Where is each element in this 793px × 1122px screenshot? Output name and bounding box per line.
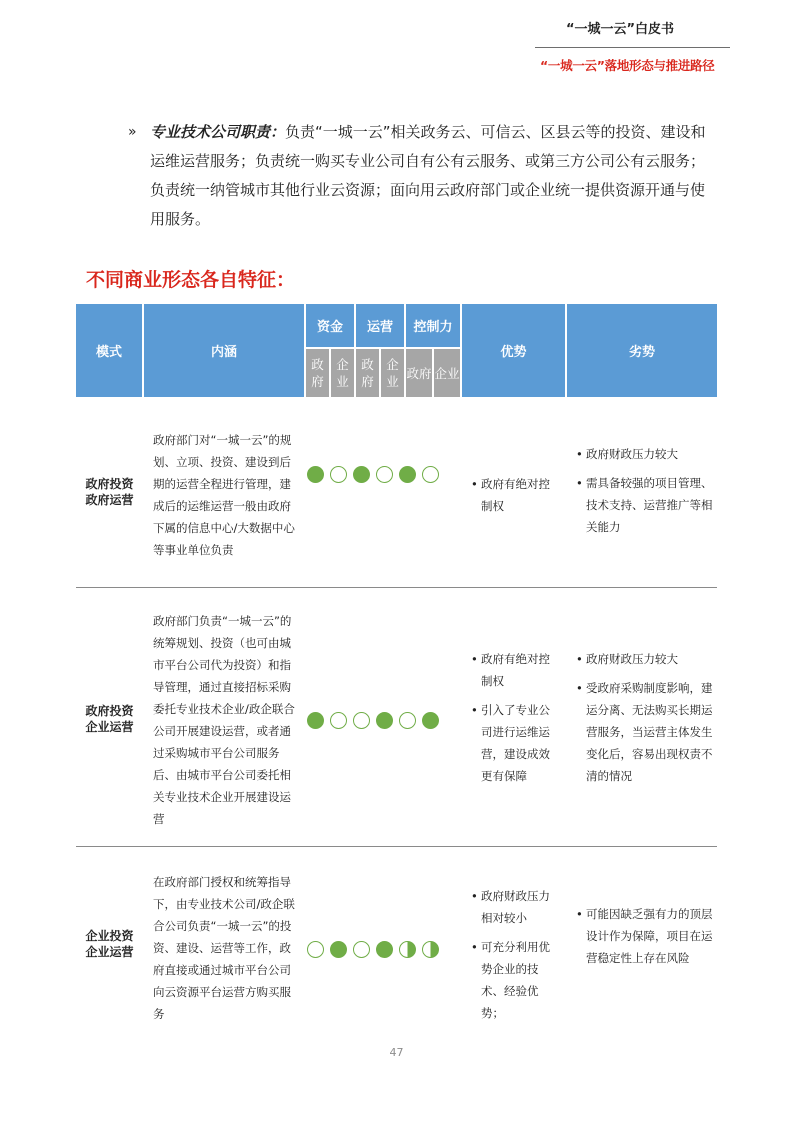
control-ent-dot bbox=[422, 466, 439, 483]
list-item: • 引入了专业公司进行运维运营，建设成效更有保障 bbox=[471, 699, 561, 787]
row-mode-line: 政府运营 bbox=[85, 493, 134, 507]
table-row bbox=[76, 397, 717, 587]
funds-gov-dot bbox=[307, 941, 324, 958]
header-control-gov: 政府 bbox=[406, 349, 432, 397]
list-item: • 政府财政压力相对较小 bbox=[471, 885, 561, 929]
list-item: • 需具备较强的项目管理、技术支持、运营推广等相关能力 bbox=[576, 472, 716, 538]
operation-gov-dot bbox=[353, 466, 370, 483]
header-operation-ent: 企业 bbox=[381, 349, 404, 397]
header-funds: 资金 bbox=[306, 304, 354, 347]
disadvantages-list bbox=[576, 903, 716, 976]
header-operation: 运营 bbox=[356, 304, 404, 347]
intro-bullet bbox=[128, 118, 708, 234]
row-mode-line: 企业运营 bbox=[85, 720, 134, 734]
rating-dots bbox=[307, 941, 439, 958]
row-mode bbox=[76, 928, 143, 960]
chapter-title: “一城一云”落地形态与推进路径 bbox=[540, 58, 715, 73]
funds-gov-dot bbox=[307, 466, 324, 483]
advantages-list bbox=[471, 648, 561, 794]
document-title: “一城一云”白皮书 bbox=[565, 22, 675, 37]
row-mode bbox=[76, 476, 143, 508]
row-mode-line: 企业投资 bbox=[85, 929, 134, 943]
control-gov-dot bbox=[399, 941, 416, 958]
row-content: 在政府部门授权和统筹指导下，由专业技术公司/政企联合公司负责“一城一云”的投资、建设、运营等工作，政府直接或通过城市平台公司向云资源平台运营方购买服务 bbox=[153, 875, 295, 1021]
operation-ent-dot bbox=[376, 466, 393, 483]
intro-lead: 专业技术公司职责： bbox=[150, 123, 286, 141]
row-mode bbox=[76, 703, 143, 735]
header-funds-ent: 企业 bbox=[331, 349, 354, 397]
advantages-list bbox=[471, 473, 561, 524]
control-ent-dot bbox=[422, 941, 439, 958]
funds-gov-dot bbox=[307, 712, 324, 729]
advantages-list bbox=[471, 885, 561, 1031]
row-content: 政府部门负责“一城一云”的统筹规划、投资（也可由城市平台公司代为投资）和指导管理，通过直接招标采购委托专业技术企业/政企联合公司开展建设运营，或者通过采购城市平台公司服务后、由城市平台公司委托相关专业技术企业开展建设运营 bbox=[153, 614, 295, 826]
list-item: • 政府财政压力较大 bbox=[576, 648, 716, 670]
funds-ent-dot bbox=[330, 712, 347, 729]
operation-ent-dot bbox=[376, 941, 393, 958]
header-content: 内涵 bbox=[144, 304, 304, 397]
list-item: • 可能因缺乏强有力的顶层设计作为保障，项目在运营稳定性上存在风险 bbox=[576, 903, 716, 969]
header-advantages: 优势 bbox=[462, 304, 565, 397]
rating-dots bbox=[307, 466, 439, 483]
header-divider bbox=[535, 47, 730, 48]
section-title: 不同商业形态各自特征： bbox=[86, 269, 296, 291]
header-control: 控制力 bbox=[406, 304, 460, 347]
funds-ent-dot bbox=[330, 466, 347, 483]
list-item: • 政府有绝对控制权 bbox=[471, 648, 561, 692]
control-gov-dot bbox=[399, 712, 416, 729]
table-header bbox=[76, 304, 717, 397]
header-control-ent: 企业 bbox=[434, 349, 460, 397]
header-operation-gov: 政府 bbox=[356, 349, 379, 397]
intro-text: 负责“一城一云”相关政务云、可信云、区县云等的投资、建设和运维运营服务；负责统一购买专业公司自有公有云服务、或第三方公司公有云服务；负责统一纳管城市其他行业云资源；面向用云政府部门或企业统一提供资源开通与使用服务。 bbox=[150, 123, 706, 228]
control-ent-dot bbox=[422, 712, 439, 729]
rating-dots bbox=[307, 712, 439, 729]
operation-gov-dot bbox=[353, 712, 370, 729]
page-number: 47 bbox=[389, 1046, 404, 1059]
operation-ent-dot bbox=[376, 712, 393, 729]
list-item: • 政府财政压力较大 bbox=[576, 443, 716, 465]
bullet-marker: » bbox=[128, 124, 137, 140]
operation-gov-dot bbox=[353, 941, 370, 958]
table-row bbox=[76, 588, 717, 846]
table-row bbox=[76, 847, 717, 1037]
row-mode-line: 企业运营 bbox=[85, 945, 134, 959]
row-content: 政府部门对“一城一云”的规划、立项、投资、建设到后期的运营全程进行管理，建成后的运维运营一般由政府下属的信息中心/大数据中心等事业单位负责 bbox=[153, 433, 295, 557]
list-item: • 受政府采购制度影响，建运分离、无法购买长期运营服务，当运营主体发生变化后，容易出现权责不清的情况 bbox=[576, 677, 716, 787]
header-mode: 模式 bbox=[76, 304, 142, 397]
header-funds-gov: 政府 bbox=[306, 349, 329, 397]
intro-paragraph bbox=[150, 118, 708, 234]
list-item: • 政府有绝对控制权 bbox=[471, 473, 561, 517]
control-gov-dot bbox=[399, 466, 416, 483]
header-disadvantages: 劣势 bbox=[567, 304, 717, 397]
disadvantages-list bbox=[576, 648, 716, 794]
row-mode-line: 政府投资 bbox=[85, 477, 134, 491]
row-mode-line: 政府投资 bbox=[85, 704, 134, 718]
disadvantages-list bbox=[576, 443, 716, 545]
list-item: • 可充分利用优势企业的技术、经验优势； bbox=[471, 936, 561, 1024]
funds-ent-dot bbox=[330, 941, 347, 958]
